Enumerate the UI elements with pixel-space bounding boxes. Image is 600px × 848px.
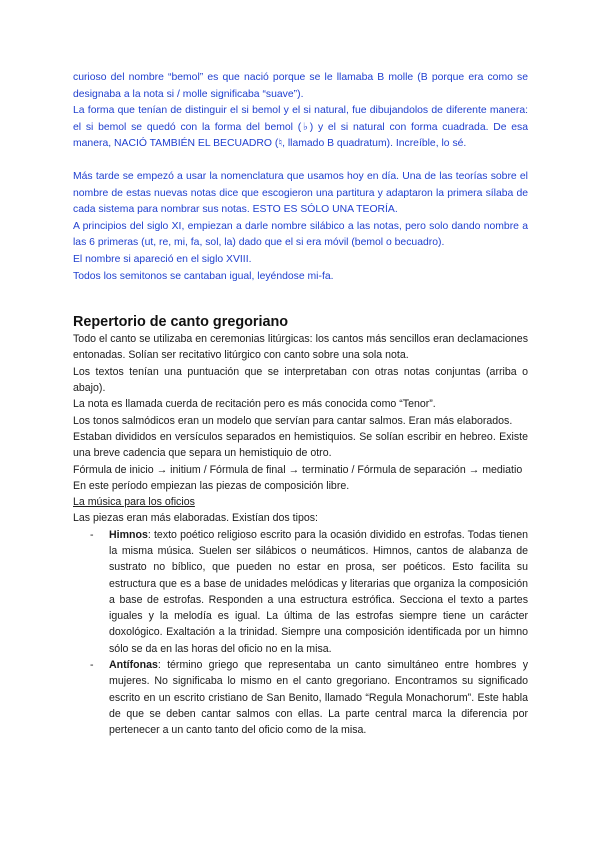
list-item-himnos [73, 527, 528, 657]
paragraph: La forma que tenían de distinguir el si bemol y el si natural, fue dibujandolos de diferente manera: el si bemol se quedó con la forma del bemol (♭) y el si natural con forma cuadrada. De esa manera, NACIÓ TAMBIÉN EL BECUADRO (♮, llamado B quadratum). Increíble, lo sé. [73, 105, 528, 150]
paragraph: Los textos tenían una puntuación que se interpretaban con otras notas conjuntas (arriba o abajo). [73, 365, 528, 395]
paragraph: Las piezas eran más elaboradas. Existían dos tipos: [73, 512, 318, 525]
document-page [73, 70, 528, 739]
types-list [73, 527, 528, 739]
paragraph: Los tonos salmódicos eran un modelo que servían para cantar salmos. Eran más elaborados. [73, 414, 513, 427]
paragraph: Todo el canto se utilizaba en ceremonias litúrgicas: los cantos más sencillos eran declamaciones entonadas. Solían ser recitativo litúrgico con canto sobre una sola nota. [73, 333, 528, 362]
paragraph: Todos los semitonos se cantaban igual, leyéndose mi-fa. [73, 270, 334, 282]
paragraph: curioso del nombre “bemol” es que nació porque se le llamaba B molle (B porque era como se designaba a la nota si / molle significaba “suave”). [73, 72, 528, 100]
paragraph: El nombre si apareció en el siglo XVIII. [73, 253, 252, 265]
paragraph: A principios del siglo XI, empiezan a darle nombre silábico a las notas, pero solo dando nombre a las 6 primeras (ut, re, mi, fa, sol, la) dado que el si era móvil (bemol o becuadro). [73, 220, 528, 249]
subheading: La música para los oficios [73, 496, 195, 509]
paragraph: La nota es llamada cuerda de recitación pero es más conocida como “Tenor”. [73, 398, 436, 411]
term-description: : término griego que representaba un canto simultáneo entre hombres y mujeres. No significaba lo mismo en el canto gregoriano. Encontramos su significado escrito en un escrito cristiano de San Benito, llamado “Regula Monachorum”. Este habla de que se deben cantar salmos con ellas. La parte central marca la diferencia por pertenecer a un canto tanto del oficio como de la misa. [109, 659, 528, 737]
paragraph: Fórmula de inicio → initium / Fórmula de final → terminatio / Fórmula de separación → mediatio [73, 463, 523, 476]
section-heading: Repertorio de canto gregoriano [73, 314, 289, 331]
paragraph: Más tarde se empezó a usar la nomenclatura que usamos hoy en día. Una de las teorías sobre el nombre de estas nuevas notas dice que escogieron una partitura y adaptaron la primera sílaba de cada sistema para nombrar sus notas. ESTO ES SÓLO UNA TEORÍA. [73, 170, 528, 216]
section-body [73, 331, 528, 738]
paragraph: Estaban divididos en versículos separados en hemistiquios. Se solían escribir en hebreo. Existe una breve cadencia que separa un hemistiquio de otro. [73, 430, 528, 460]
term-label: Himnos [109, 528, 148, 541]
list-dash: - [90, 659, 94, 672]
term-label: Antífonas [109, 659, 158, 672]
list-dash: - [90, 528, 94, 541]
term-description: : texto poético religioso escrito para la ocasión dividido en estrofas. Todas tienen la misma música. Suelen ser silábicos o neumáticos. Himnos, cantos de alabanza de sustrato no bíblico, que pueden no estar en prosa, ser poéticos. Esto facilita su estructura que es a base de unidades melódicas y literarias que organiza la composición a base de estrofas. Responden a una estructura estrófica. Secciona el texto a partes iguales y la melodía es igual. La última de las estrofas siempre tiene un carácter doxológico. Exaltación a la trinidad. Siempre una composición identificada por un himno sólo se da en las horas del oficio no en la misa. [109, 528, 528, 655]
spacer [73, 153, 528, 169]
blue-notes-section [73, 70, 528, 285]
paragraph: En este período empiezan las piezas de composición libre. [73, 479, 350, 492]
list-item-antifonas [73, 657, 528, 738]
